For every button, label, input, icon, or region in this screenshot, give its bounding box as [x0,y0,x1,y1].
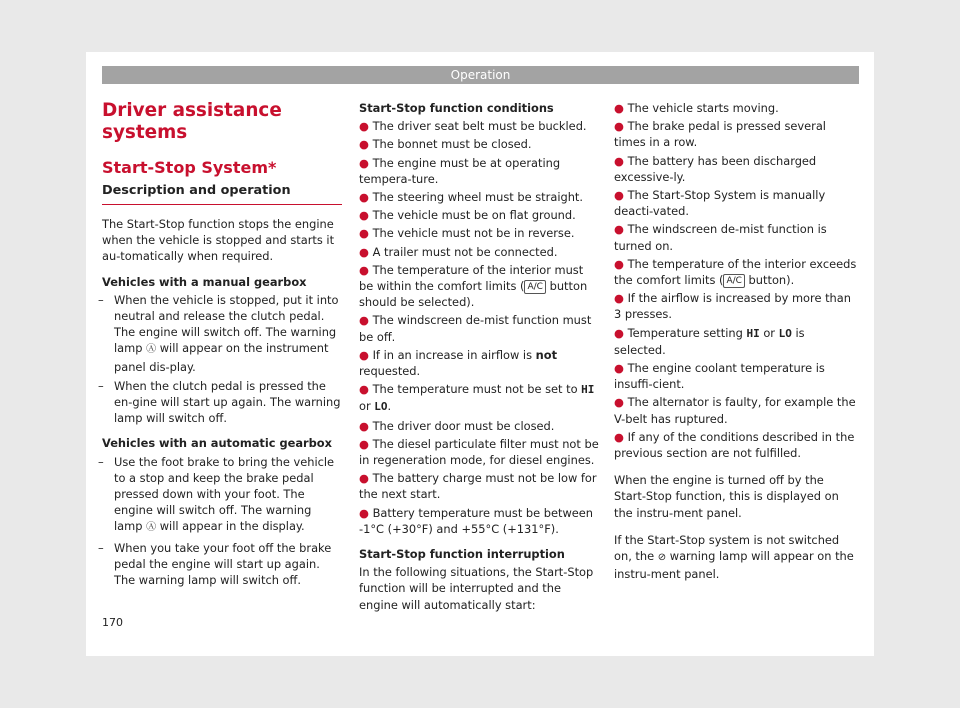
bullet-icon: ● [359,262,369,277]
bullet-icon: ● [359,244,369,259]
list-item: – When you take your foot off the brake pedal the engine will start up again. The warning lamp will switch off. [102,540,342,589]
list-item: ● The battery has been discharged excessive-ly. [614,153,817,184]
bullet-icon: ● [614,188,624,203]
bullet-icon: ● [359,208,369,223]
manual-gearbox-label: Vehicles with a manual gearbox [102,274,307,289]
list-item: ● The vehicle must be on flat ground. [359,208,576,223]
list-item: ● The windscreen de-mist function must be off. [359,313,592,344]
paragraph: When the engine is turned off by the Start-Stop function, this is displayed on the instru-ment panel. [614,473,839,520]
list-item: ● The steering wheel must be straight. [359,190,584,205]
list-item: ● The temperature must not be set to HI or LO. [359,382,595,414]
section-title: Start-Stop System* [102,158,277,177]
bullet-icon: ● [614,101,624,115]
bullet-icon: ● [359,190,369,205]
column-1 [102,96,342,588]
ac-button-key: A/C [723,274,744,288]
list-item: ● The driver seat belt must be buckled. [359,119,587,134]
section-header: Operation [102,66,859,84]
list-item: – When the vehicle is stopped, put it into neutral and release the clutch pedal. The engine will switch off. The warning lamp Ⓐ will appear on the instrument panel dis-play. [102,292,342,375]
list-item: ● The temperature of the interior exceeds the comfort limits ( A/C button). [614,256,857,288]
interruption-paragraph: In the following situations, the Start-Stop function will be interrupted and the engine will automatically start: [359,565,594,612]
bullet-icon: ● [359,313,369,328]
bullet-icon: ● [359,436,369,451]
list-item: ● The diesel particulate filter must not be in regeneration mode, for diesel engines. [359,436,599,468]
list-item: ● The alternator is faulty, for example the V-belt has ruptured. [614,395,856,426]
interruption-label: Start-Stop function interruption [359,547,565,562]
list-item: ● The Start-Stop System is manually deacti-vated. [614,188,826,219]
list-item: ● If the airflow is increased by more than 3 presses. [614,291,851,322]
start-stop-a-icon: Ⓐ [146,522,157,534]
list-item: ● The temperature of the interior must be within the comfort limits ( A/C button should be selected). [359,262,588,310]
column-3 [614,100,859,582]
start-stop-a-icon: Ⓐ [146,344,157,356]
list-item: ● If any of the conditions described in the previous section are not fulfilled. [614,429,855,461]
bullet-icon: ● [359,155,369,170]
list-item: ● The brake pedal is pressed several times in a row. [614,119,826,150]
start-stop-off-icon: ⊘ [657,552,667,564]
bullet-icon: ● [614,429,624,444]
automatic-gearbox-label: Vehicles with an automatic gearbox [102,436,332,451]
list-item: ● The vehicle starts moving. [614,101,779,115]
bullet-icon: ● [614,222,624,237]
list-item: ● The windscreen de-mist function is turned on. [614,222,827,253]
bullet-icon: ● [614,395,624,410]
conditions-label: Start-Stop function conditions [359,101,554,115]
bullet-icon: ● [614,361,624,376]
bullet-icon: ● [359,471,369,486]
list-item: ● The driver door must be closed. [359,418,555,433]
bullet-icon: ● [359,347,369,362]
chapter-title: Driver assistance systems [102,100,282,143]
intro-paragraph: The Start-Stop function stops the engine when the vehicle is stopped and starts it au-tomatically when required. [102,217,335,264]
list-item: ● Battery temperature must be between -1°C (+30°F) and +55°C (+131°F). [359,505,594,536]
list-item: ● If in an increase in airflow is not requested. [359,347,558,379]
bullet-icon: ● [359,382,369,397]
column-2 [359,100,599,613]
bullet-icon: ● [359,119,369,134]
list-item: ● The engine coolant temperature is insuffi-cient. [614,361,825,392]
page-number: 170 [102,616,123,629]
list-item: ● Temperature setting HI or LO is selected. [614,325,805,357]
bullet-icon: ● [359,418,369,433]
list-item: – Use the foot brake to bring the vehicle to a stop and keep the brake pedal pressed down with your foot. The engine will switch off. The warning lamp Ⓐ will appear in the display. [102,454,342,537]
bullet-icon: ● [359,137,369,152]
paragraph: If the Start-Stop system is not switched on, the ⊘ warning lamp will appear on the instru-ment panel. [614,532,854,582]
bullet-icon: ● [359,226,369,241]
list-item: ● The battery charge must not be low for the next start. [359,471,597,502]
list-item: ● The vehicle must not be in reverse. [359,226,575,241]
ac-button-key: A/C [524,280,545,294]
subsection-heading: Description and operation [102,182,342,205]
bullet-icon: ● [614,291,624,306]
bullet-icon: ● [614,325,624,340]
list-item: ● The engine must be at operating tempera-ture. [359,155,561,186]
bullet-icon: ● [614,119,624,134]
bullet-icon: ● [614,256,624,271]
bullet-icon: ● [614,153,624,168]
list-item: ● A trailer must not be connected. [359,244,558,259]
bullet-icon: ● [359,505,369,520]
list-item: ● The bonnet must be closed. [359,137,532,152]
list-item: – When the clutch pedal is pressed the en-gine will start up again. The warning lamp will switch off. [102,378,342,427]
